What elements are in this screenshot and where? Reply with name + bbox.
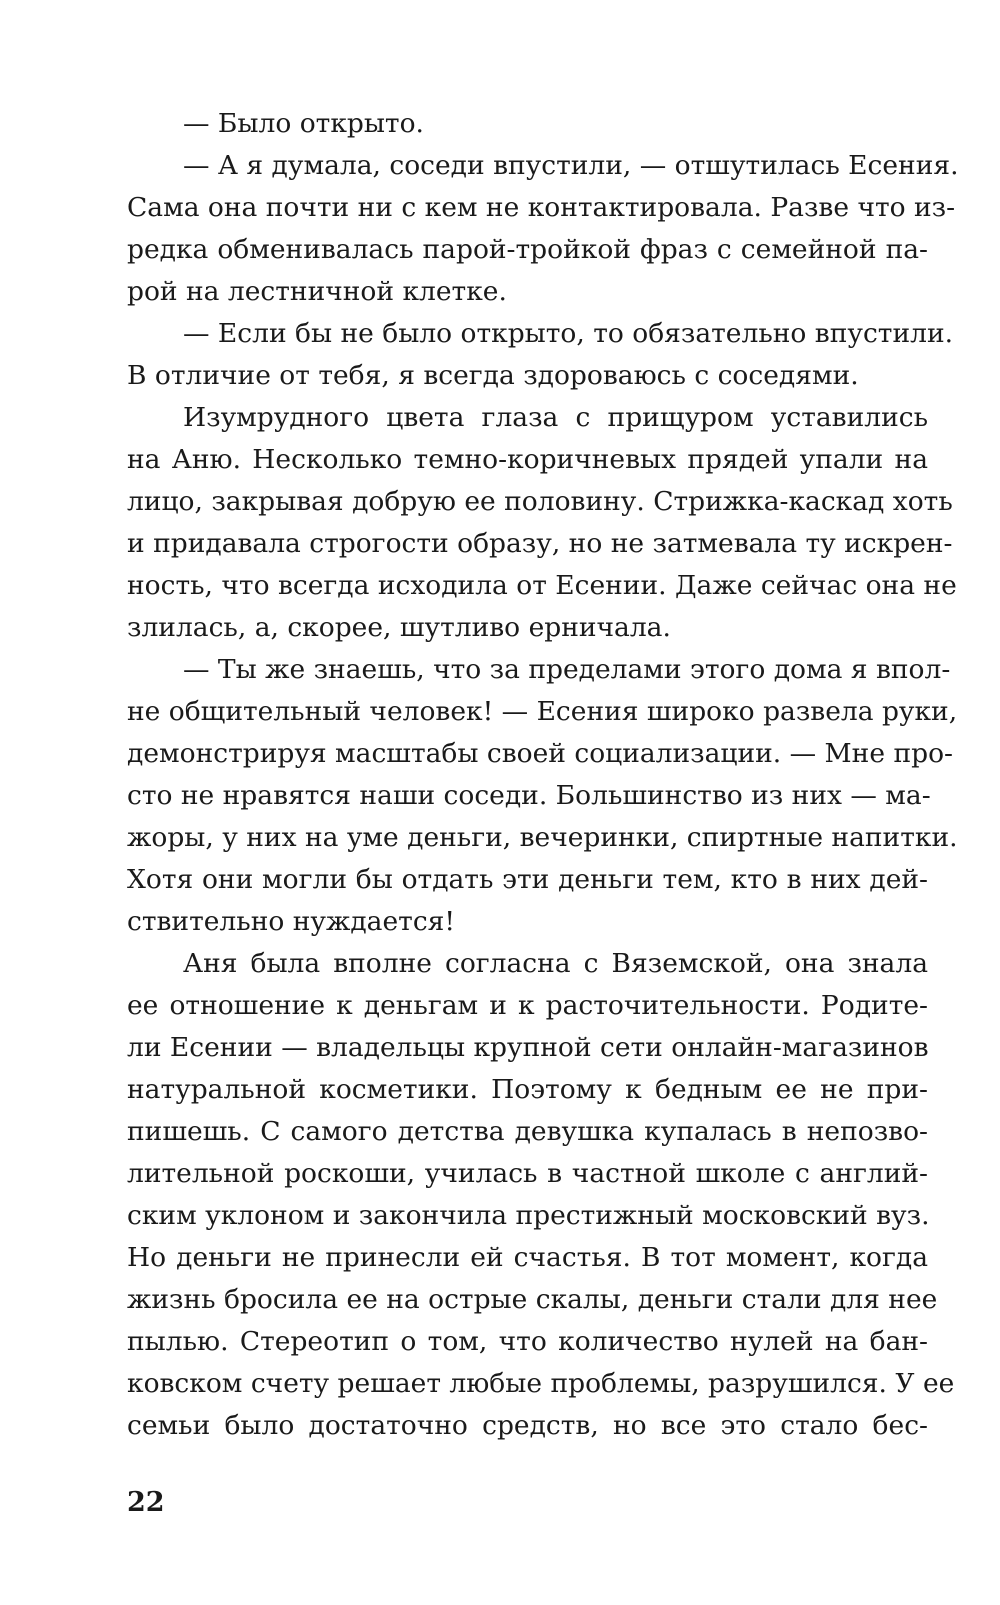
text-line: ее отношение к деньгам и к расточительности. Родите- <box>127 990 928 1021</box>
text-line: пишешь. С самого детства девушка купалась в непозво- <box>127 1116 928 1147</box>
text-line: злилась, а, скорее, шутливо ерничала. <box>127 612 671 643</box>
text-line: ковском счету решает любые проблемы, разрушился. У ее <box>127 1368 955 1399</box>
text-line: — А я думала, соседи впустили, — отшутилась Есения. <box>183 150 959 181</box>
text-line: семьи было достаточно средств, но все это стало бес- <box>127 1410 928 1441</box>
text-line: редка обменивалась парой-тройкой фраз с семейной па- <box>127 234 928 265</box>
text-line: В отличие от тебя, я всегда здороваюсь с соседями. <box>127 360 859 391</box>
text-line: — Ты же знаешь, что за пределами этого дома я впол- <box>183 654 951 685</box>
text-line: Но деньги не принесли ей счастья. В тот момент, когда <box>127 1242 928 1273</box>
text-line: сто не нравятся наши соседи. Большинство из них — ма- <box>127 780 931 811</box>
text-line: жоры, у них на уме деньги, вечеринки, спиртные напитки. <box>127 822 958 853</box>
text-line: лительной роскоши, училась в частной школе с англий- <box>127 1158 928 1189</box>
text-line: натуральной косметики. Поэтому к бедным ее не при- <box>127 1074 928 1105</box>
text-line: ность, что всегда исходила от Есении. Даже сейчас она не <box>127 570 957 601</box>
text-line: — Было открыто. <box>183 108 424 139</box>
text-line: Изумрудного цвета глаза с прищуром уставились <box>183 402 928 433</box>
text-line: лицо, закрывая добрую ее половину. Стрижка-каскад хоть <box>127 486 953 517</box>
text-line: ствительно нуждается! <box>127 906 456 937</box>
text-line: ским уклоном и закончила престижный московский вуз. <box>127 1200 930 1231</box>
text-line: не общительный человек! — Есения широко развела руки, <box>127 696 958 727</box>
text-line: Хотя они могли бы отдать эти деньги тем, кто в них дей- <box>127 864 928 895</box>
text-line: и придавала строгости образу, но не затмевала ту искрен- <box>127 528 953 559</box>
text-line: пылью. Стереотип о том, что количество нулей на бан- <box>127 1326 928 1357</box>
text-line: демонстрируя масштабы своей социализации. — Мне про- <box>127 738 953 769</box>
text-line: Сама она почти ни с кем не контактировала. Разве что из- <box>127 192 956 223</box>
text-line: ли Есении — владельцы крупной сети онлайн-магазинов <box>127 1032 929 1063</box>
text-line: жизнь бросила ее на острые скалы, деньги стали для нее <box>127 1284 938 1315</box>
body-text <box>127 103 959 1447</box>
text-line: на Аню. Несколько темно-коричневых прядей упали на <box>127 444 928 475</box>
text-line: рой на лестничной клетке. <box>127 276 507 307</box>
text-line: Аня была вполне согласна с Вяземской, она знала <box>183 948 928 979</box>
text-line: — Если бы не было открыто, то обязательно впустили. <box>183 318 954 349</box>
page-number: 22 <box>127 1487 165 1518</box>
